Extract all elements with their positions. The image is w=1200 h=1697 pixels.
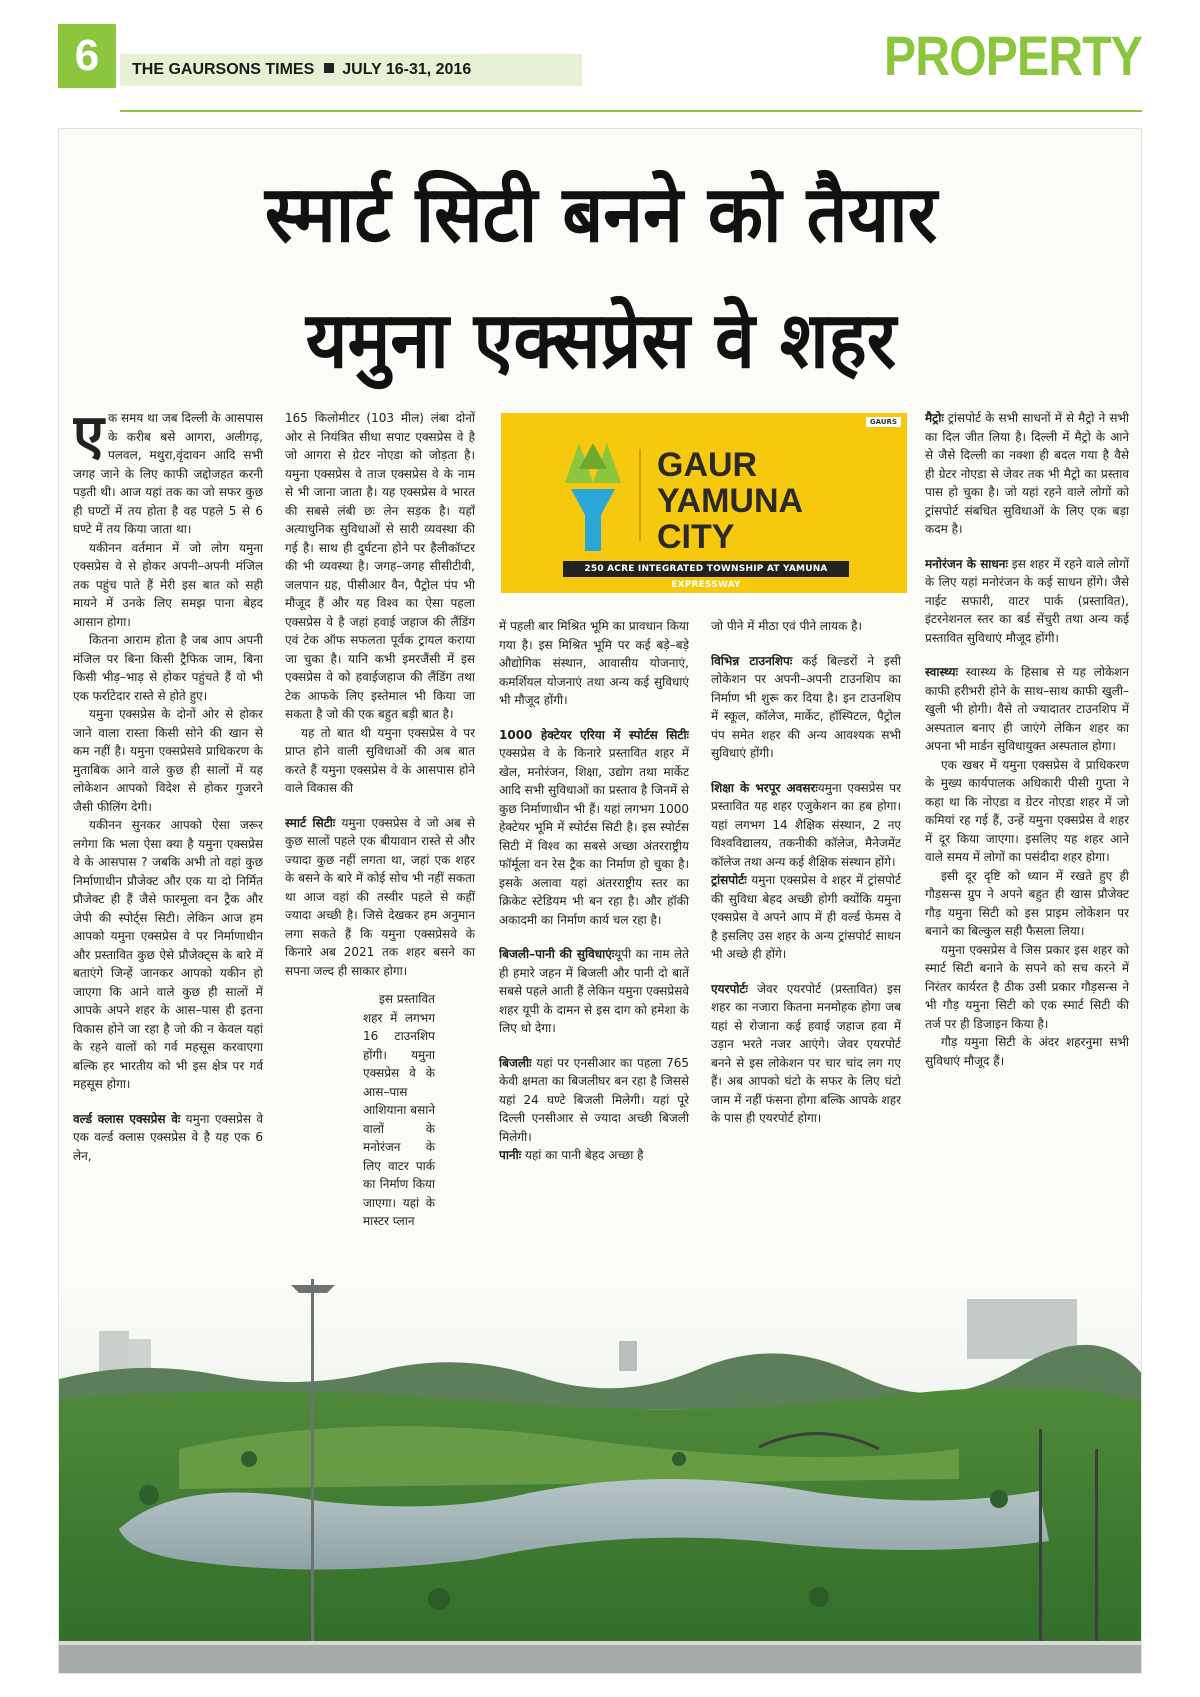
publication-bar [120, 54, 582, 86]
article-paragraph: यमुना एक्सप्रेस वे जिस प्रकार इस शहर को स्मार्ट सिटी बनाने के सपने को सच करने में निरंतर कार्यरत है ठीक उसी प्रकार गौड़सन्स ने भी गौड़ यमुना सिटी को एक स्मार्ट सिटी की तर्ज पर ही डिजाइन किया है। [925, 942, 1129, 1031]
park-landscape-illustration [59, 1279, 1142, 1674]
article-paragraph: यमुना एक्सप्रेस के दोनों ओर से होकर जाने वाला रास्ता किसी सोने की खान से कम नहीं है। यमुना एक्सप्रेसवे प्राधिकरण के मुताबिक आने वाले कुछ ही सालों में यह लोकेशन आपको विदेश से होकर गुजरने जैसी फीलिंग देगी। [73, 707, 263, 814]
subheading: स्मार्ट सिटीः [285, 815, 336, 830]
article-paragraph: गौड़ यमुना सिटी के अंदर शहरनुमा सभी सुविधाएं मौजूद हैं। [925, 1035, 1129, 1068]
subheading: स्वास्थ्यः [925, 665, 958, 679]
page-number: 6 [58, 24, 116, 88]
subheading: बिजलीः [499, 1055, 532, 1070]
article-paragraph: एक खबर में यमुना एक्सप्रेस वे प्राधिकरण के मुख्य कार्यपालक अधिकारी पीसी गुप्ता ने कहा था कि नोएडा व ग्रेटर नोएडा शहर में जो कमियां रह गई हैं, उन्हें यमुना एक्सप्रेस वे शहर में दूर किया जाएगा। इसलिए यह शहर आने वाले समय में लोगों का पसंदीदा शहर होगा। [925, 757, 1129, 864]
article-paragraph: जो पीने में मीठा एवं पीने लायक है। [711, 619, 863, 633]
subheading: एयरपोर्टः [711, 981, 748, 996]
drop-cap: ए [73, 409, 104, 468]
article-paragraph: मैट्रोः ट्रांसपोर्ट के सभी साधनों में से मैट्रो ने सभी का दिल जीत लिया है। दिल्ली में मैट्रो के आने से जैसे दिल्ली का नक्शा ही बदल गया है वैसे ही ग्रेटर नोएडा से जेवर तक भी मैट्रो का प्रस्ताव पास हो चुका है। जो यहां रहने वाले लोगों को ट्रांसपोर्ट संबधित सुविधाओं के लिए एक बड़ा कदम है। [925, 411, 1129, 536]
header-rule [120, 110, 1142, 112]
article-paragraph: बिजली–पानी की सुविधाएंःयूपी का नाम लेते ही हमारे जहन में बिजली और पानी दो बातें सबसे पहले आती हैं लेकिन यमुना एक्सप्रेसवे शहर यूपी के दामन से इस दाग को हमेशा के लिए धो देगा। [499, 947, 689, 1035]
gaur-yamuna-logo-icon [565, 443, 621, 551]
article-paragraph: यकीनन वर्तमान में जो लोग यमुना एक्सप्रेस वे से होकर अपनी–अपनी मंजिल तक पहुंच पाते हैं मेरी इस बात को सही मायने में उनके लिए समझ पाना बेहद आसान होगा। [73, 540, 263, 629]
issue-date: JULY 16-31, 2016 [342, 61, 472, 78]
ad-tagline: 250 ACRE INTEGRATED TOWNSHIP AT YAMUNA EXPRESSWAY [563, 561, 849, 577]
headline-line-2: यमुना एक्सप्रेस वे शहर [305, 296, 897, 386]
article-paragraph: यह तो बात थी यमुना एक्सप्रेस वे पर प्राप्त होने वाली सुविधाओं की अब बात करते हैं यमुना एक्सप्रेस वे के आसपास होने वाले विकास की [285, 725, 475, 795]
subheading: मनोरंजन के साधनः [925, 556, 1008, 571]
separator-square-icon [324, 63, 334, 73]
subheading: पानीः [499, 1148, 522, 1162]
article-paragraph: इसी दूर दृष्टि को ध्यान में रखते हुए ही गौड़सन्स ग्रुप ने अपने बहुत ही खास प्रौजेक्ट गौड़ यमुना सिटी को इस प्राइम लोकेशन पर बनाने का बिल्कुल सही फैसला लिया। [925, 868, 1129, 938]
article-paragraph: एयरपोर्टः जेवर एयरपोर्ट (प्रस्तावित) इस शहर का नजारा कितना मनमोहक होगा जब यहां से रोजाना कई हवाई जहाज हवा में उड़ान भरते नजर आएंगे। जेवर एयरपोर्ट बनने से इस लोकेशन पर चार चांद लग गए हैं। अब आपको घंटो के सफर के लिए घंटो जाम में नहीं फंसना होगा बल्कि आपके शहर के पास ही एयरपोर्ट होगा। [711, 981, 901, 1125]
article-paragraph: कितना आराम होता है जब आप अपनी मंजिल पर बिना किसी ट्रैफिक जाम, बिना किसी भीड़–भाड़ से होकर पहुंचते हैं वो भी एक फर्राटेदार रास्ते से होते हुए। [73, 633, 263, 703]
article-paragraph: ट्रांसपोर्टः यमुना एक्सप्रेस वे शहर में ट्रांसपोर्ट की सुविधा बेहद अच्छी होगी क्योंकि यमुना एक्सप्रेस वे अपने आप में ही वर्ल्ड फेमस वे है इसलिए उस शहर के अन्य ट्रांसपोर्ट साधन भी अच्छे ही होंगे। [711, 873, 901, 961]
masthead [58, 24, 1142, 90]
subheading: विभिन्न टाउनशिपः [711, 653, 793, 668]
article-paragraph: यकीनन सुनकर आपको ऐसा जरूर लगेगा कि भला ऐसा क्या है यमुना एक्सप्रेस वे के आसपास ? जबकि अभी तो वहां कुछ निर्माणाधीन प्रौजेक्ट और एक या दो निर्मित प्रौजेक्ट ही हैं जैसे फारमूला वन ट्रैक और जेपी की स्पोर्ट्स सिटी। लेकिन आज हम आपको यमुना एक्सप्रेस वे पर निर्माणाधीन और प्रस्तावित कुछ ऐसे प्रौजेक्ट्स के बारे में बताएंगे जिन्हें जानकर आपको यकीन हो जाएगा कि आने वाले कुछ ही सालों में आपके अपने शहर के आस–पास ही इतना विकास होने जा रहा है जो की न केवल यहां के रहने वालों को गर्व महसूस करवाएगा बल्कि हर भारतीय को भी इस क्षेत्र पर गर्व महसूस होगा। [73, 818, 263, 1091]
section-label: PROPERTY [883, 24, 1142, 87]
article-paragraph: 165 किलोमीटर (103 मील) लंबा दोनों ओर से नियंत्रित सीधा सपाट एक्सप्रेस वे है जो आगरा से ग्रेटर नोएडा को जोड़ता है। यमुना एक्सप्रेस वे ताज एक्सप्रेस वे के नाम से भी जाना जाता है। यह एक्सप्रेस वे भारत की सबसे लंबी छः लेन सड़क है। यहाँ अत्याधुनिक सुविधाओं से सारी व्यवस्था की गई है। साथ ही दुर्घटना होने पर हैलीकॉप्टर की भी व्यवस्था है। जगह–जगह सीसीटीवी, जलपान ग्रह, पीसीआर वैन, पैट्रोल पंप भी मौजूद हैं और यह विश्व का ऐसा पहला एक्सप्रेस वे है जहां हवाई जहाज की लैंडिंग एवं टेक ऑफ सफलता पूर्वक ट्रायल कराया जा चुका है। यानि कभी इमरजैंसी में इस एक्सप्रेस वे को हवाईजहाज की लैंडिंग तथा टेक आफके लिए इस्तेमाल भी किया जा सकता है जो की एक बहुत बड़ी बात है। [285, 411, 475, 721]
subheading: 1000 हेक्टेयर एरिया में स्पोर्टस सिटीः [499, 727, 689, 742]
subheading: मैट्रोः [925, 411, 944, 425]
article-paragraph: स्मार्ट सिटीः यमुना एक्सप्रेस वे जो अब से कुछ सालों पहले एक बीयावान रास्ते से और ज्यादा कुछ नहीं लगता था, जहां एक शहर के बसने के बारे में कोई सोच भी नहीं सकता था आज वहां की तस्वीर पहले से कहीं ज्यादा अच्छी है। जिसे देखकर हम अनुमान लगा सकते हैं कि यमुना एक्सप्रेसवे के किनारे अब 2021 तक शहर बसने का सपना जल्द ही साकार होगा। [285, 815, 475, 978]
ad-brand-name: GAUR YAMUNA CITY [657, 446, 804, 556]
article-paragraph: वर्ल्ड क्लास एक्सप्रेस वेः यमुना एक्सप्रेस वे एक वर्ल्ड क्लास एक्सप्रेस वे है यह एक 6 लेन, [73, 1111, 263, 1163]
ad-divider [639, 449, 641, 541]
article-paragraph: पानीः यहां का पानी बेहद अच्छा है [499, 1148, 644, 1162]
headline-line-1: स्मार्ट सिटी बनने को तैयार [264, 170, 938, 260]
article-paragraph: शिक्षा के भरपूर अवसरःयमुना एक्सप्रेस पर प्रस्तावित यह शहर एजुकेशन का हब होगा। यहां लगभग 14 शैक्षिक संस्थान, 2 नए विश्वविद्यालय, तकनीकी कॉलेज, मैनेजमेंट कॉलेज तथा अन्य कई शैक्षिक संस्थान होंगे। [711, 780, 901, 869]
park-lake-photo [59, 1279, 1142, 1674]
article-panel [58, 128, 1142, 1674]
article-paragraph: एक समय था जब दिल्ली के आसपास के करीब बसे आगरा, अलीगढ़, पलवल, मथुरा,वृंदावन आदि सभी जगह जाने के लिए काफी जद्दोजहत करनी पड़ती थी। आज यहां तक का जो सफर कुछ ही घण्टों में तय होता है वह पहले 5 से 6 घण्टे में तय किया जाता था। [73, 409, 263, 536]
ad-brand-strip: GAURS [866, 417, 901, 427]
article-paragraph: बिजलीः यहां पर एनसीआर का पहला 765 केवी क्षमता का बिजलीघर बन रहा है जिससे यहां 24 घण्टे बिजली मिलेगी। यहां पूरे दिल्ली एनसीआर से ज्यादा अच्छी बिजली मिलेगी। [499, 1055, 689, 1144]
publication-name: THE GAURSONS TIMES [132, 61, 315, 78]
subheading: वर्ल्ड क्लास एक्सप्रेस वेः [73, 1111, 181, 1126]
subheading: ट्रांसपोर्टः [711, 873, 747, 887]
article-column-5 [925, 409, 1129, 1289]
article-paragraph: में पहली बार मिश्रित भूमि का प्रावधान किया गया है। इस मिश्रित भूमि पर कई बड़े–बड़े औद्योगिक संस्थान, आवासीय योजनाएं, कमर्शियल योजनाएं तथा अन्य कई सुविधाएं भी मौजूद होंगी। [499, 619, 689, 707]
subheading: शिक्षा के भरपूर अवसरः [711, 780, 818, 795]
article-column-4 [711, 617, 901, 1289]
article-paragraph: विभिन्न टाउनशिपः कई बिल्डरों ने इसी लोकेशन पर अपनी–अपनी टाउनशिप का निर्माण भी शुरू कर दिया है। इन टाउनशिप में स्कूल, कॉलेज, मार्केट, हॉस्पिटल, पैट्रोल पंप समेत शहर की अन्य आवश्यक सभी सुविधाएं होंगी। [711, 653, 901, 760]
article-column-2 [285, 409, 475, 1289]
article-paragraph: स्वास्थ्यः स्वास्थ्य के हिसाब से यह लोकेशन काफी हरीभरी होने के साथ–साथ काफी खुली–खुली भी होगी। वैसे तो ज्यादातर टाउनशिप में अस्पताल बनाए ही जाएंगे लेकिन शहर का अपना भी मार्डन सुविधायुक्त अस्पताल होगा। [925, 665, 1129, 753]
article-paragraph: मनोरंजन के साधनः इस शहर में रहने वाले लोगों के लिए यहां मनोरंजन के कई साधन होंगे। जैसे नाईट सफारी, वाटर पार्क (प्रस्तावित), इंटरनेशनल स्तर का बर्ड सेंचुरी तथा अन्य कई प्रस्तावित सुविधाएं मौजूद होंगी। [925, 556, 1129, 645]
article-column-1 [73, 409, 263, 1289]
gaur-yamuna-city-ad [501, 413, 907, 593]
subheading: बिजली–पानी की सुविधाएंः [499, 947, 615, 961]
article-column-3 [499, 617, 689, 1289]
article-paragraph: इस प्रस्तावित शहर में लगभग 16 टाउनशिप होंगी। यमुना एक्सप्रेस वे के आस–पास आशियाना बसाने वालों के मनोरंजन के लिए वाटर पार्क का निर्माण किया जाएगा। यहां के मास्टर प्लान [363, 992, 435, 1228]
article-paragraph: 1000 हेक्टेयर एरिया में स्पोर्टस सिटीः एक्सप्रेस वे के किनारे प्रस्तावित शहर में खेल, मनोरंजन, शिक्षा, उद्योग तथा मार्केट आदि सभी सुविधाओं का प्रस्ताव है जिनमें से कुछ निर्माणाधीन भी हैं। यहां लगभग 1000 हेक्टेयर भूमि में स्पोर्टस सिटी है। इस स्पोर्टस सिटी में विश्व का सबसे अच्छा अंतरराष्ट्रीय फॉर्मूला वन रेस ट्रैक का निर्माण हो चुका है। इसके अलावा यहां अंतरराष्ट्रीय स्तर का क्रिकेट स्टेडियम भी बन रहा है। और हॉकी अकादमी का निर्माण कार्य चल रहा है। [499, 727, 689, 927]
